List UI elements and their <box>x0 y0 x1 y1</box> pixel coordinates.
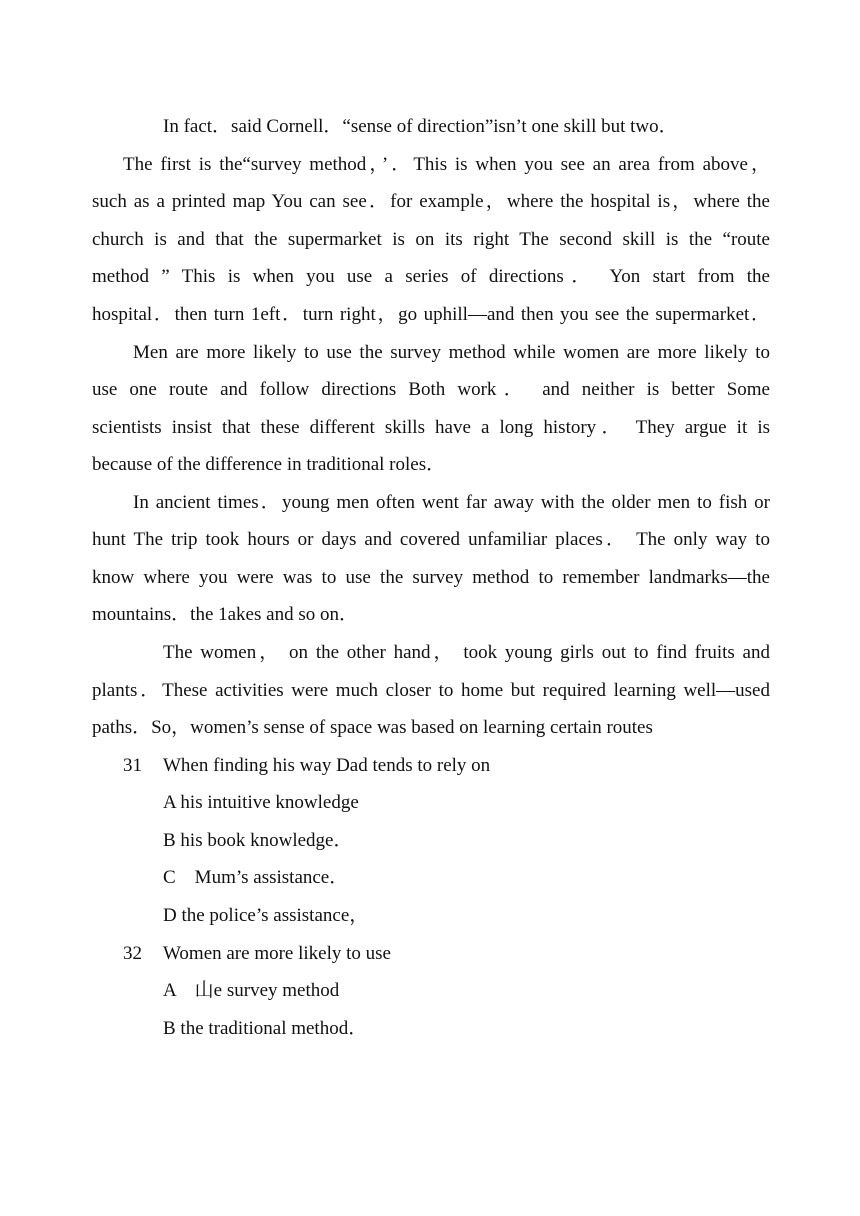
question-stem: Women are more likely to use <box>163 943 391 964</box>
passage-line: The first is the“survey method，’．This is when you see an area from above， <box>123 154 770 175</box>
passage-line: In fact．said Cornell．“sense of direction”isn’t one skill but two． <box>163 116 678 137</box>
passage-line: paths．So，women’s sense of space was based on learning certain routes <box>92 717 653 738</box>
question-stem: When finding his way Dad tends to rely on <box>163 755 491 776</box>
question-number: 32 <box>123 943 142 964</box>
option-d: D the police’s assistance， <box>163 905 369 926</box>
passage-line: hunt The trip took hours or days and covered unfamiliar places． The only way to <box>92 529 770 550</box>
passage-line: church is and that the supermarket is on its right The second skill is the “route <box>92 229 770 250</box>
passage-line: such as a printed map You can see．for example，where the hospital is，where the <box>92 191 770 212</box>
passage-line: know where you were was to use the survey method to remember landmarks—the <box>92 567 770 588</box>
passage-line: scientists insist that these different skills have a long history． They argue it is <box>92 417 770 438</box>
passage-line: use one route and follow directions Both work． and neither is better Some <box>92 379 770 400</box>
passage-line: because of the difference in traditional roles． <box>92 454 446 475</box>
passage-line: method ” This is when you use a series of directions． Yon start from the <box>92 266 770 287</box>
passage-line: The women， on the other hand， took young girls out to find fruits and <box>163 642 770 663</box>
passage-line: Men are more likely to use the survey method while women are more likely to <box>133 342 770 363</box>
passage-line: In ancient times．young men often went far away with the older men to fish or <box>133 492 770 513</box>
option-b: B his book knowledge． <box>163 830 353 851</box>
option-b: B the traditional method． <box>163 1018 368 1039</box>
passage-line: hospital．then turn 1eft．turn right，go uphill—and then you see the supermarket． <box>92 304 770 325</box>
option-a: A his intuitive knowledge <box>163 792 359 813</box>
option-c: C Mum’s assistance． <box>163 867 349 888</box>
passage-line: mountains．the 1akes and so on． <box>92 604 358 625</box>
option-a: A 山e survey method <box>163 980 340 1001</box>
question-number: 31 <box>123 755 142 776</box>
passage-line: plants．These activities were much closer to home but required learning well—used <box>92 680 770 701</box>
